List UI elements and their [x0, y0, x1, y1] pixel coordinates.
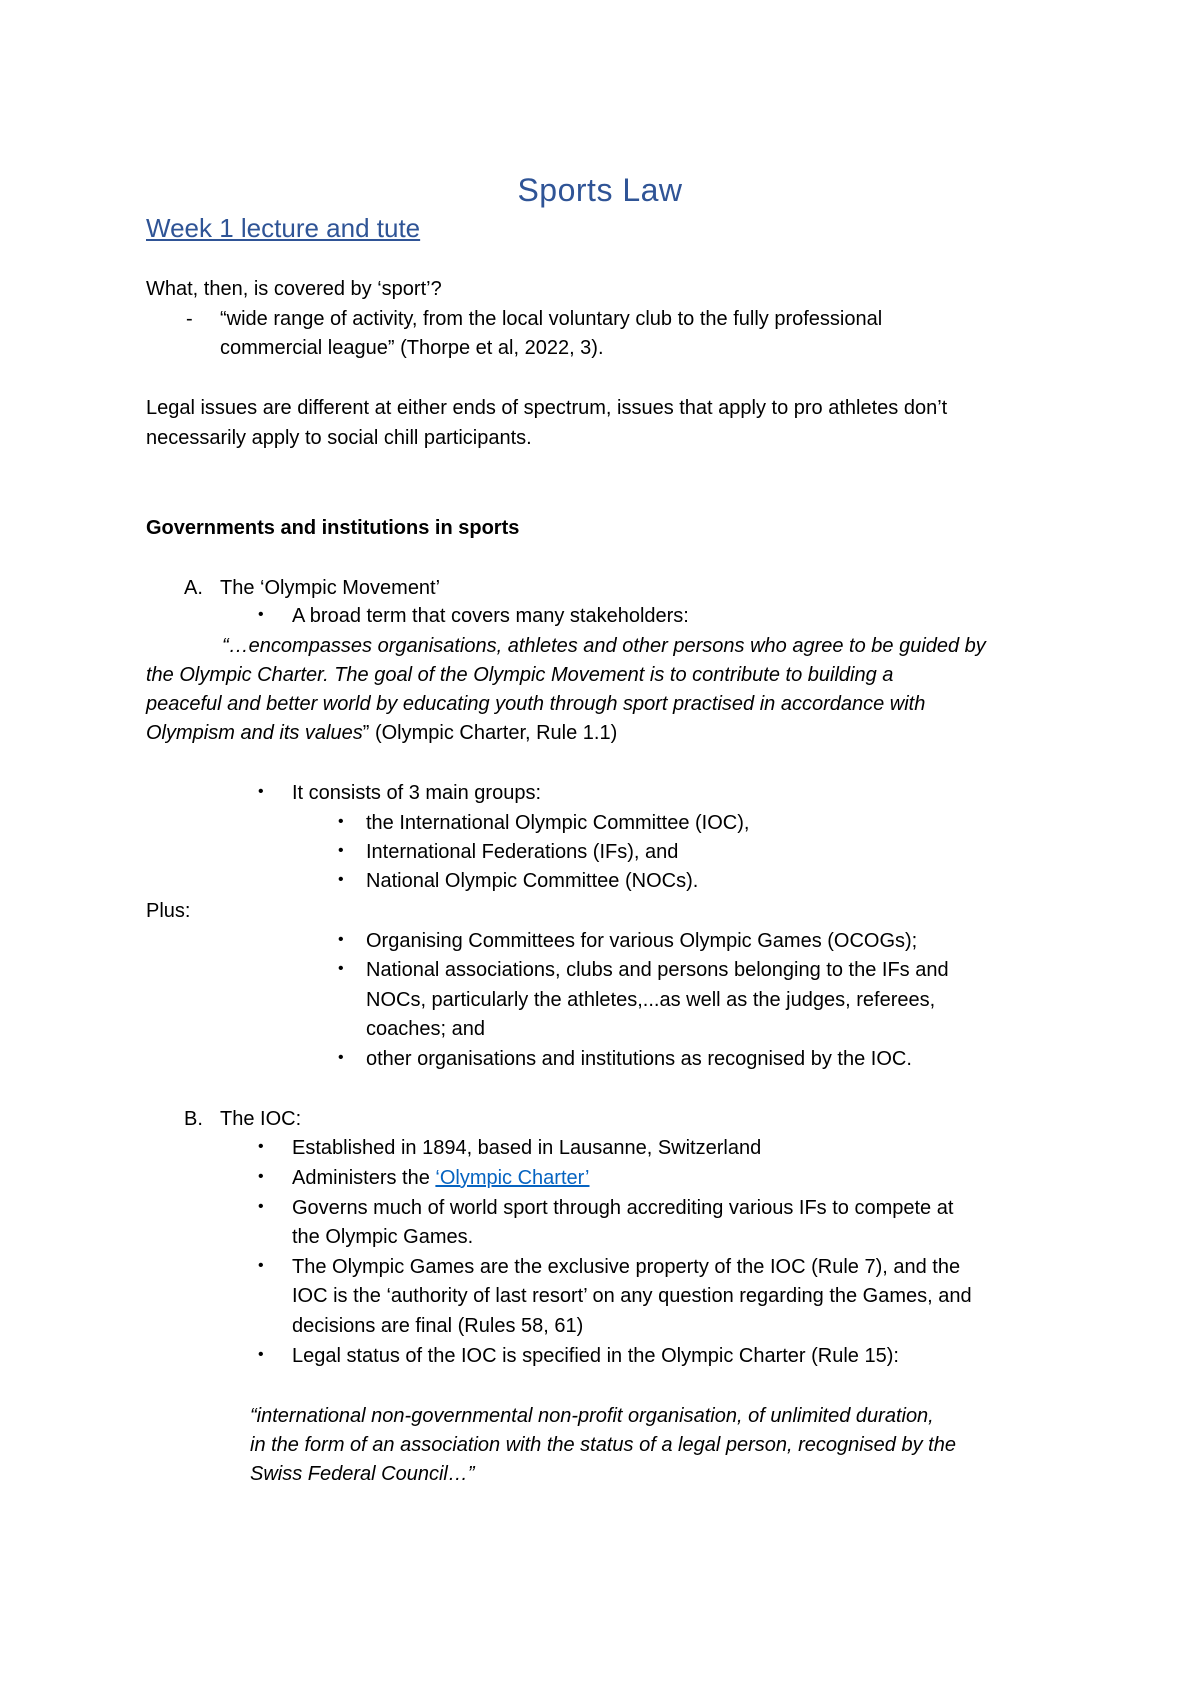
bullet-icon: • [258, 1168, 264, 1185]
plus-label: Plus: [146, 900, 191, 922]
quote-charter-line-1: “…encompasses organisations, athletes and other persons who agree to be guided by [222, 635, 986, 657]
ioc-item-administers [292, 1164, 590, 1192]
plus-item-associations-line-1: National associations, clubs and persons belonging to the IFs and [366, 959, 949, 981]
bullet-icon: • [258, 1257, 264, 1274]
bullet-icon: • [258, 606, 264, 623]
section-a-marker: A. [184, 577, 203, 599]
bullet-icon: • [258, 783, 264, 800]
ioc-item-property-line-1: The Olympic Games are the exclusive property of the IOC (Rule 7), and the [292, 1256, 961, 1278]
ioc-item-legal-status: Legal status of the IOC is specified in the Olympic Charter (Rule 15): [292, 1345, 899, 1367]
ioc-item-governs-line-2: the Olympic Games. [292, 1226, 474, 1248]
dash-marker: - [186, 308, 193, 330]
legal-issues-line-1: Legal issues are different at either ends of spectrum, issues that apply to pro athletes don’t [146, 397, 948, 419]
quote-legal-status-line-1: “international non-governmental non-profit organisation, of unlimited duration, [250, 1405, 934, 1427]
bullet-icon: • [258, 1346, 264, 1363]
question-sport: What, then, is covered by ‘sport’? [146, 278, 442, 300]
bullet-icon: • [258, 1138, 264, 1155]
quote-legal-status-line-3: Swiss Federal Council…” [250, 1463, 475, 1485]
quote-legal-status-line-2: in the form of an association with the status of a legal person, recognised by the [250, 1434, 956, 1456]
section-a-title: The ‘Olympic Movement’ [220, 577, 441, 599]
movement-bullet-groups: It consists of 3 main groups: [292, 782, 542, 804]
olympic-charter-link[interactable]: ‘Olympic Charter’ [435, 1167, 590, 1189]
quote-charter-citation: ” (Olympic Charter, Rule 1.1) [362, 722, 618, 744]
section-b-marker: B. [184, 1108, 203, 1130]
bullet-icon: • [338, 1049, 344, 1066]
plus-item-ocogs: Organising Committees for various Olympic Games (OCOGs); [366, 930, 918, 952]
page-title: Sports Law [517, 172, 683, 208]
ioc-item-property-line-3: decisions are final (Rules 58, 61) [292, 1315, 584, 1337]
definition-line-2: commercial league” (Thorpe et al, 2022, 3). [220, 337, 604, 359]
bullet-icon: • [338, 842, 344, 859]
legal-issues-line-2: necessarily apply to social chill participants. [146, 427, 532, 449]
bullet-icon: • [258, 1198, 264, 1215]
ioc-item-governs-line-1: Governs much of world sport through accrediting various IFs to compete at [292, 1197, 954, 1219]
ioc-item-established: Established in 1894, based in Lausanne, Switzerland [292, 1137, 762, 1159]
quote-charter-line-4 [146, 719, 617, 747]
section-b-title: The IOC: [220, 1108, 302, 1130]
ioc-item-administers-prefix: Administers the [292, 1167, 436, 1189]
plus-item-associations-line-3: coaches; and [366, 1018, 485, 1040]
plus-item-associations-line-2: NOCs, particularly the athletes,...as well as the judges, referees, [366, 989, 936, 1011]
bullet-icon: • [338, 960, 344, 977]
plus-item-other-organisations: other organisations and institutions as recognised by the IOC. [366, 1048, 912, 1070]
quote-charter-line-2: the Olympic Charter. The goal of the Olympic Movement is to contribute to building a [146, 664, 894, 686]
bullet-icon: • [338, 931, 344, 948]
movement-bullet-stakeholders: A broad term that covers many stakeholders: [292, 605, 689, 627]
ioc-item-property-line-2: IOC is the ‘authority of last resort’ on any question regarding the Games, and [292, 1285, 972, 1307]
bullet-icon: • [338, 813, 344, 830]
quote-charter-line-3: peaceful and better world by educating youth through sport practised in accordance with [146, 693, 926, 715]
bullet-icon: • [338, 871, 344, 888]
section-heading-governments: Governments and institutions in sports [146, 517, 520, 539]
group-item-nocs: National Olympic Committee (NOCs). [366, 870, 699, 892]
group-item-ioc: the International Olympic Committee (IOC), [366, 812, 750, 834]
definition-line-1: “wide range of activity, from the local voluntary club to the fully professional [220, 308, 883, 330]
quote-charter-line-4-italic: Olympism and its values [146, 722, 363, 744]
page-subtitle: Week 1 lecture and tute [146, 213, 421, 243]
group-item-ifs: International Federations (IFs), and [366, 841, 679, 863]
